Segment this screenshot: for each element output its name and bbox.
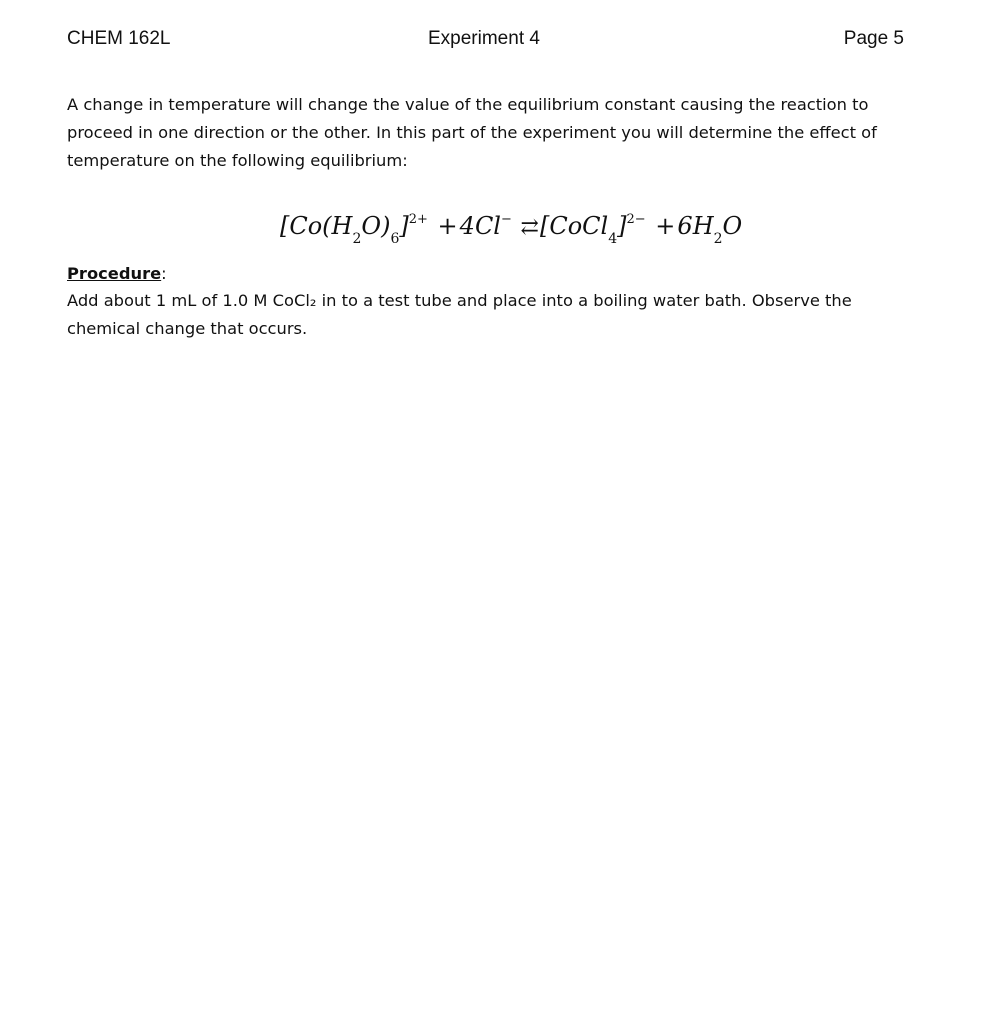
eq-charge-2: 2− <box>626 212 646 227</box>
eq-open-bracket-2: [CoCl <box>539 212 609 240</box>
procedure-heading <box>67 260 167 288</box>
eq-h: H <box>692 212 714 240</box>
page-header <box>0 28 994 54</box>
equilibrium-arrow-icon: ⇄ <box>520 215 539 240</box>
experiment-title: Experiment 4 <box>428 28 540 49</box>
eq-cl: Cl <box>474 212 501 240</box>
eq-sub-4: 4 <box>608 231 618 247</box>
procedure-heading-label: Procedure <box>67 264 162 283</box>
eq-o: O <box>722 212 743 240</box>
procedure-text: Add about 1 mL of 1.0 M CoCl₂ in to a test tube and place into a boiling water bath. Observe the chemical change that occurs. <box>67 291 852 338</box>
eq-sub-h2-2: 2 <box>713 231 723 247</box>
eq-open-bracket-1: [Co(H <box>280 212 353 240</box>
procedure-heading-colon: : <box>161 264 167 283</box>
eq-charge-cl: − <box>500 212 512 227</box>
course-code: CHEM 162L <box>67 28 171 49</box>
eq-sub-6: 6 <box>390 231 400 247</box>
equilibrium-equation <box>280 212 743 256</box>
eq-charge-1: 2+ <box>408 212 428 227</box>
page-number: Page 5 <box>843 28 904 49</box>
eq-coef-6: 6 <box>677 212 693 240</box>
eq-coef-4: 4 <box>459 212 475 240</box>
intro-paragraph: A change in temperature will change the value of the equilibrium constant causing the reaction to proceed in one direction or the other. In this part of the experiment you will determine the effect of temperature on the following equilibrium: <box>67 95 877 170</box>
eq-plus-2: + <box>655 212 676 240</box>
eq-sub-h2-1: 2 <box>352 231 362 247</box>
eq-plus-1: + <box>437 212 458 240</box>
eq-close-bracket-2: ] <box>617 212 627 240</box>
eq-o-paren: O) <box>361 212 391 240</box>
eq-close-bracket-1: ] <box>399 212 409 240</box>
